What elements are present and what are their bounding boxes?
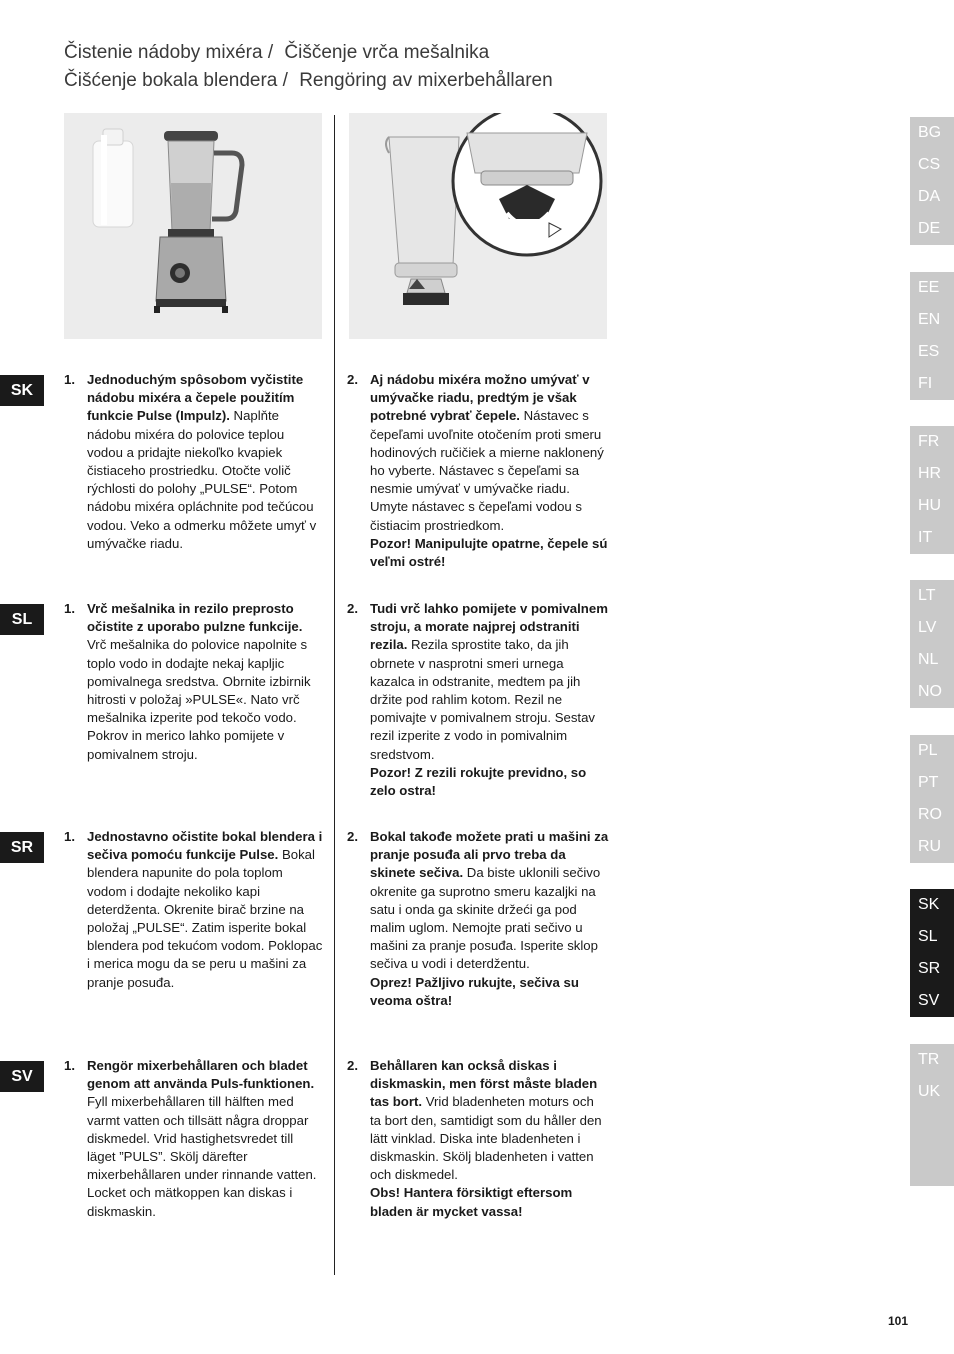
blender-pulse-illustration [64,113,322,339]
language-index-item[interactable]: FI [918,375,933,392]
language-index-item[interactable]: DA [918,188,941,205]
language-index-group-7 [910,1044,954,1186]
title-sr: Čišćenje bokala blendera / [64,70,288,91]
step-number: 1. [64,1058,75,1073]
step-number: 2. [347,1058,358,1073]
step-number: 2. [347,601,358,616]
language-index-item[interactable]: TR [918,1051,940,1068]
language-index-item[interactable]: LT [918,587,936,604]
blade-removal-illustration [349,113,607,339]
step-warning: Obs! Hantera försiktigt eftersom bladen är mycket vassa! [370,1185,573,1219]
sk-step-1 [64,371,324,561]
language-index-item[interactable]: NL [918,651,939,668]
language-tag-sl: SL [0,604,44,635]
step-number: 2. [347,372,358,387]
title-sv: Rengöring av mixerbehållaren [299,70,553,91]
sr-step-1 [64,828,324,1018]
language-index-group-6-active [910,889,954,1017]
step-heading: Rengör mixerbehållaren och bladet genom att använda Puls-funktionen. [87,1058,315,1092]
language-tag-sk: SK [0,375,44,406]
step-body: Nástavec s čepeľami uvoľnite otočením proti smeru hodinových ručičiek a mierne naklonený ho vyberte. Nástavec s čepeľami sa nesmie umývať v umývačke riadu. Umyte nástavec s čepeľami vodou s čistiacim prostriedkom. [370,408,604,533]
step-number: 1. [64,372,75,387]
language-index-item[interactable]: RO [918,806,942,823]
step-body: Rezila sprostite tako, da jih obrnete v nasprotni smeri urnega kazalca in odstranite, medtem pa jih držite pod rahlim kotom. Rezil ne pomivajte v pomivalnem stroju. Sestav rezil izperite z vodo in pomivalnim sredstvom. [370,637,596,762]
language-index-item[interactable]: ES [918,343,940,360]
sv-step-2 [347,1057,609,1257]
step-warning: Oprez! Pažljivo rukujte, sečiva su veoma oštra! [370,974,579,1008]
language-index-item[interactable]: PL [918,742,938,759]
language-index-item[interactable]: NO [918,683,942,700]
step-body: Vrč mešalnika do polovice napolnite s toplo vodo in dodajte nekaj kapljic pomivalnega sredstva. Obrnite izbirnik hitrosti v položaj »PULSE«. Nato vrč mešalnika izperite pod tekočo vodo. Pokrov in merico lahko pomijete v pomivalnem stroju. [87,637,311,762]
step-number: 1. [64,601,75,616]
language-index-item[interactable]: PT [918,774,939,791]
blade-detail-magnifier-icon [453,113,601,255]
sv-step-1 [64,1057,324,1247]
language-index-item[interactable]: BG [918,124,942,141]
step-body: Da biste uklonili sečivo okrenite ga suprotno smeru kazaljki na satu i onda ga skinite držeći ga pod malim uglom. Nemojte prati sečivo u mašini za pranje posuđa. Isperite sklop sečiva u vodi i deterdžentu. [370,865,601,972]
language-index-group-4 [910,580,954,708]
language-index-item[interactable]: SL [918,928,938,945]
language-index-item[interactable]: LV [918,619,937,636]
title-sk: Čistenie nádoby mixéra / [64,42,274,63]
sl-step-1 [64,600,324,790]
language-index-group-2 [910,272,954,400]
sk-step-2 [347,371,609,591]
page-number: 101 [888,1314,909,1328]
language-index-item[interactable]: EN [918,311,941,328]
language-index-item[interactable]: SR [918,960,941,977]
blender-jar-icon [164,131,242,237]
step-body: Vrid bladenheten moturs och ta bort den, samtidigt som du håller den lätt vinklad. Diska inte bladenheten i diskmaskin. Skölj bladenheten i vatten och diskmedel. [370,1094,602,1183]
step-warning: Pozor! Z rezili rokujte previdno, so zelo ostra! [370,764,587,799]
column-divider [334,115,335,1275]
step-body: Fyll mixerbehållaren till hälften med varmt vatten och tillsätt några droppar diskmedel. Vrid hastighetsvredet till läget ”PULS”. Skölj därefter mixerbehållaren under rinnande vatten. Locket och mätkoppen kan diskas i diskmaskin. [87,1094,317,1219]
step-body: Bokal blendera napunite do pola toplom vodom i dodajte nekoliko kapi deterdženta. Okrenite birač brzine na položaj „PULSE“. Zatim isperite bokal blendera pod tekućom vodom. Poklopac i merica mogu da se peru u mašini za pranje posuđa. [87,847,323,990]
step-body: Naplňte nádobu mixéra do polovice teplou vodou a pridajte niekoľko kvapiek čistiaceho prostriedku. Otočte volič rýchlosti do polohy „PULSE“. Potom nádobu mixéra opláchnite pod tečúcou vodou. Veko a odmerku môžete umyť v umývačke riadu. [87,408,317,551]
step-number: 1. [64,829,75,844]
step-number: 2. [347,829,358,844]
title-sl: Čiščenje vrča mešalnika [284,42,490,63]
language-index-item[interactable]: SV [918,992,940,1009]
blender-jar-icon [386,137,459,305]
language-index-item[interactable]: EE [918,279,940,296]
step-heading: Behållaren kan också diskas i diskmaskin, men först måste bladen tas bort. [370,1058,598,1110]
step-heading: Jednoduchým spôsobom vyčistite nádobu mixéra a čepele použitím funkcie Pulse (Impulz). [87,372,304,424]
page-title-line-2 [64,70,559,92]
language-index-group-1 [910,117,954,245]
detergent-bottle-icon [93,129,133,227]
language-index-item[interactable]: HU [918,497,942,514]
language-index-item[interactable]: IT [918,529,933,546]
language-index-item[interactable]: RU [918,838,942,855]
blender-base-icon [154,237,228,313]
language-index-group-3 [910,426,954,554]
step-heading: Aj nádobu mixéra možno umývať v umývačke riadu, predtým je však potrebné vybrať čepele. [370,372,590,424]
step-heading: Bokal takođe možete prati u mašini za pranje posuđa ali prvo treba da skinete sečiva. [370,829,609,881]
language-index-group-5 [910,735,954,863]
language-index-item[interactable]: DE [918,220,941,237]
sl-step-2 [347,600,609,820]
language-index-item[interactable]: SK [918,896,940,913]
language-index-item[interactable]: HR [918,465,942,482]
step-heading: Vrč mešalnika in rezilo preprosto očistite z uporabo pulzne funkcije. [87,601,303,635]
sr-step-2 [347,828,609,1048]
language-index-item[interactable]: UK [918,1083,941,1100]
step-heading: Jednostavno očistite bokal blendera i sečiva pomoću funkcije Pulse. [87,829,323,863]
language-tag-sv: SV [0,1061,44,1092]
language-index-item[interactable]: CS [918,156,941,173]
step-heading: Tudi vrč lahko pomijete v pomivalnem stroju, a morate najprej odstraniti rezila. [370,601,608,653]
language-tag-sr: SR [0,832,44,863]
language-index-item[interactable]: FR [918,433,940,450]
page-title-line-1 [64,42,495,64]
step-warning: Pozor! Manipulujte opatrne, čepele sú veľmi ostré! [370,535,608,570]
